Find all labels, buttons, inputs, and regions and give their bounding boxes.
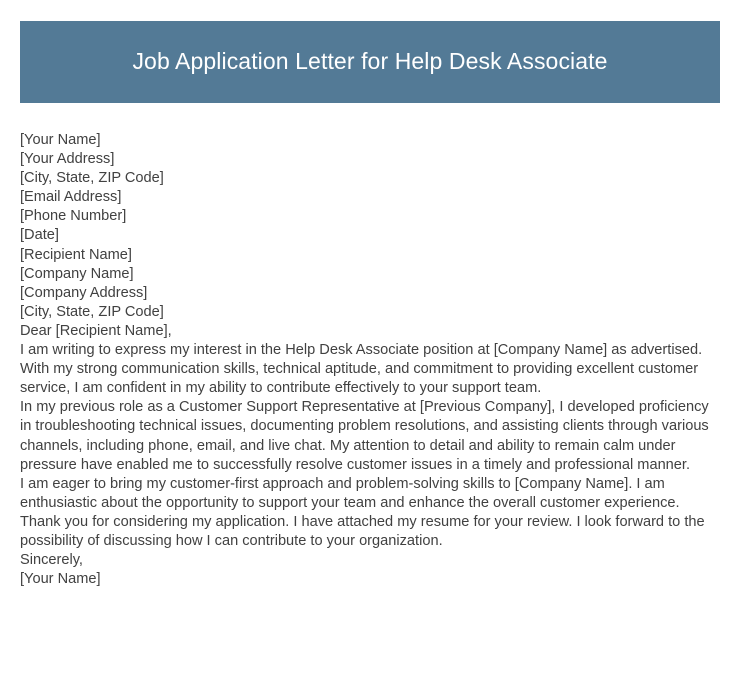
recipient-line-city-state-zip: [City, State, ZIP Code] [20, 303, 164, 320]
body-paragraph-1: I am writing to express my interest in the Help Desk Associate position at [Company Name] as advertised. With my strong communication skills, technical aptitude, and commitment to providing excellent customer service, I am confident in my ability to contribute effectively to your support team. [20, 342, 703, 397]
closing: Sincerely, [20, 552, 83, 569]
signature: [Your Name] [20, 571, 101, 588]
sender-line-city-state-zip: [City, State, ZIP Code] [20, 170, 164, 187]
recipient-line-name: [Recipient Name] [20, 246, 132, 263]
body-paragraph-4: Thank you for considering my application. I have attached my resume for your review. I look forward to the possibility of discussing how I can contribute to your organization. [20, 513, 705, 549]
page-title: Job Application Letter for Help Desk Associate [132, 48, 608, 75]
sender-line-phone: [Phone Number] [20, 208, 127, 225]
salutation: Dear [Recipient Name], [20, 322, 172, 339]
recipient-line-company-address: [Company Address] [20, 284, 148, 301]
sender-line-address: [Your Address] [20, 151, 115, 168]
sender-line-date: [Date] [20, 227, 59, 244]
letter-page [0, 21, 740, 688]
recipient-line-company: [Company Name] [20, 265, 134, 282]
recipient-address-block [20, 246, 720, 322]
sender-line-email: [Email Address] [20, 189, 122, 206]
sender-address-block [20, 131, 720, 246]
sender-line-name: [Your Name] [20, 132, 101, 148]
body-paragraph-3: I am eager to bring my customer-first approach and problem-solving skills to [Company Name]. I am enthusiastic about the opportunity to support your team and enhance the overall customer experience. [20, 475, 680, 511]
body-paragraph-2: In my previous role as a Customer Support Representative at [Previous Company], I developed proficiency in troubleshooting technical issues, documenting problem resolutions, and assisting clients through various channels, including phone, email, and live chat. My attention to detail and ability to remain calm under pressure have enabled me to successfully resolve customer issues in a timely and professional manner. [20, 399, 709, 473]
letter-header-banner [20, 21, 720, 103]
letter-body [20, 103, 720, 589]
